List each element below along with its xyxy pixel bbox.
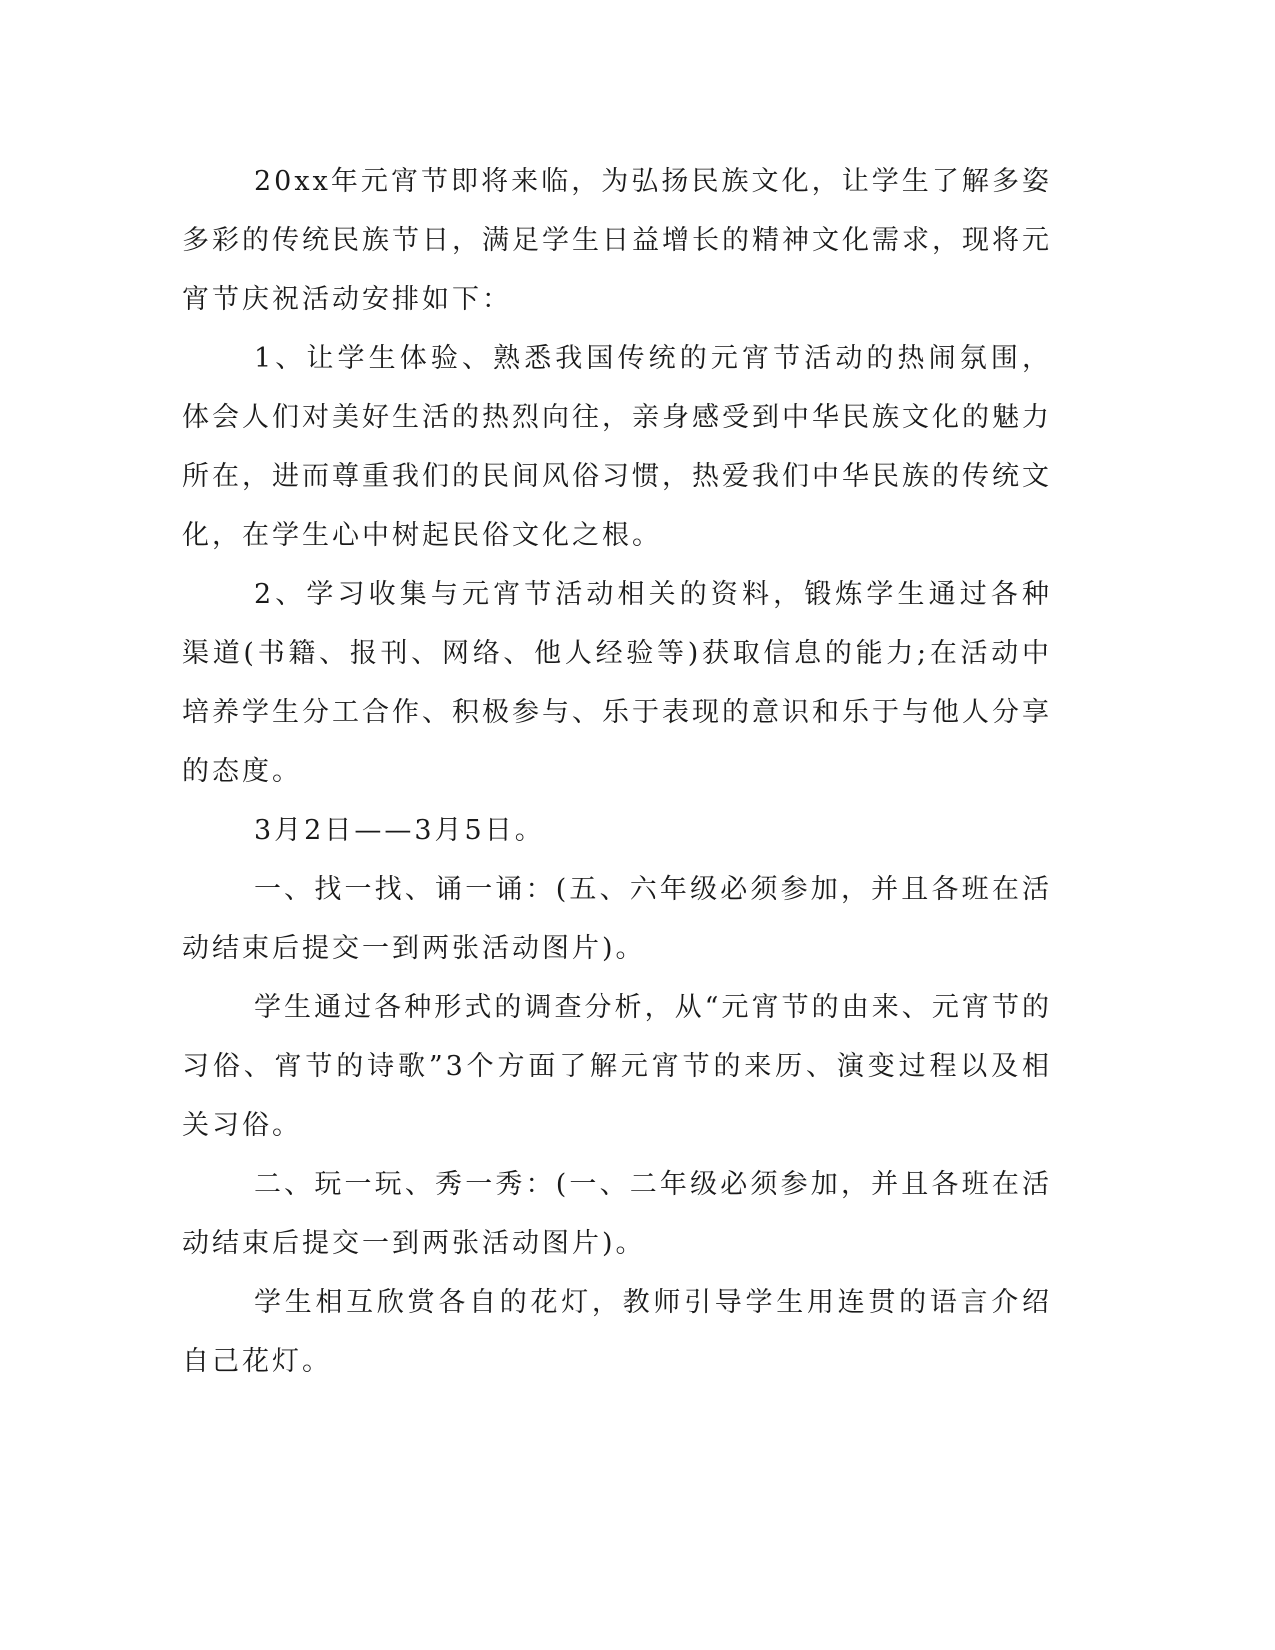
document-body	[182, 152, 1052, 1391]
paragraph-goal-1: 1、让学生体验、熟悉我国传统的元宵节活动的热闹氛围，体会人们对美好生活的热烈向往，亲身感受到中华民族文化的魅力所在，进而尊重我们的民间风俗习惯，热爱我们中华民族的传统文化，在学生心中树起民俗文化之根。	[182, 343, 1052, 551]
paragraph-activity-2-detail: 学生相互欣赏各自的花灯，教师引导学生用连贯的语言介绍自己花灯。	[182, 1287, 1052, 1377]
paragraph-activity-1-detail: 学生通过各种形式的调查分析，从“元宵节的由来、元宵节的习俗、宵节的诗歌”3个方面了解元宵节的来历、演变过程以及相关习俗。	[182, 992, 1052, 1141]
paragraph-intro: 20xx年元宵节即将来临，为弘扬民族文化，让学生了解多姿多彩的传统民族节日，满足学生日益增长的精神文化需求，现将元宵节庆祝活动安排如下：	[182, 166, 1052, 315]
paragraph-date-range: 3月2日——3月5日。	[254, 815, 545, 846]
paragraph-goal-2: 2、学习收集与元宵节活动相关的资料，锻炼学生通过各种渠道(书籍、报刊、网络、他人经验等)获取信息的能力;在活动中培养学生分工合作、积极参与、乐于表现的意识和乐于与他人分享的态度。	[182, 579, 1052, 787]
paragraph-activity-2-heading: 二、玩一玩、秀一秀：(一、二年级必须参加，并且各班在活动结束后提交一到两张活动图片)。	[182, 1169, 1052, 1259]
paragraph-activity-1-heading: 一、找一找、诵一诵：(五、六年级必须参加，并且各班在活动结束后提交一到两张活动图片)。	[182, 874, 1052, 964]
